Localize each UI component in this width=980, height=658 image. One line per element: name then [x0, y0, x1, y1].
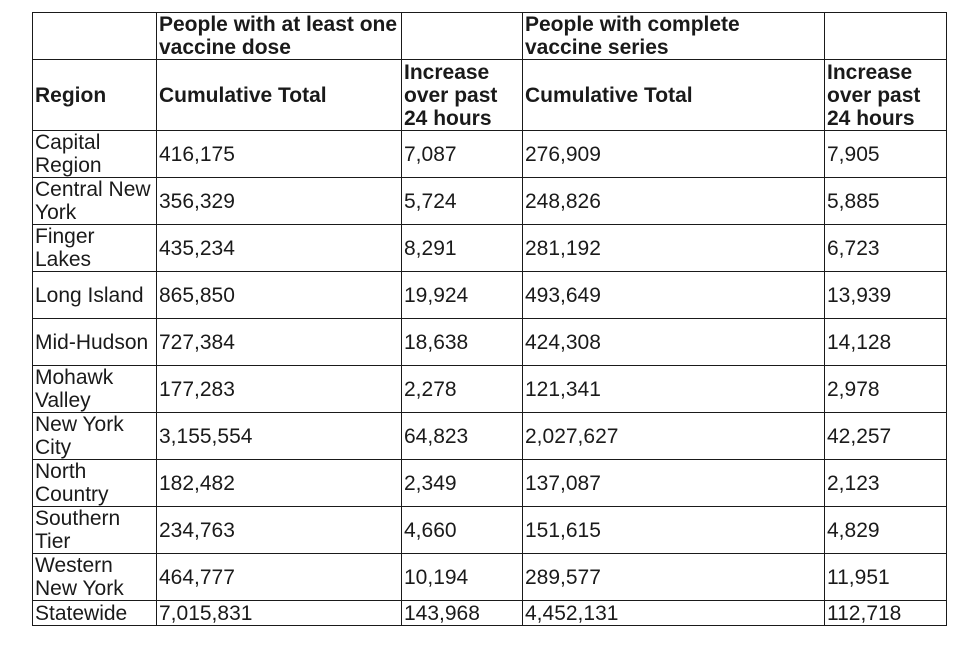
- table-row: [33, 507, 947, 554]
- increase-header-2: Increase over past 24 hours: [825, 60, 947, 131]
- cumulative-total-header-1: Cumulative Total: [157, 60, 402, 131]
- empty-header-cell: [33, 13, 157, 60]
- group-header-row: [33, 13, 947, 60]
- region-cell: New York City: [33, 413, 157, 460]
- table-row: [33, 460, 947, 507]
- region-cell: Statewide: [33, 601, 157, 626]
- cumulative-total-cell: 2,027,627: [523, 413, 825, 460]
- cumulative-total-cell: 435,234: [157, 225, 402, 272]
- region-cell: Southern Tier: [33, 507, 157, 554]
- cumulative-total-cell: 416,175: [157, 131, 402, 178]
- cumulative-total-cell: 182,482: [157, 460, 402, 507]
- increase-cell: 13,939: [825, 272, 947, 319]
- table-body: [33, 131, 947, 626]
- cumulative-total-cell: 177,283: [157, 366, 402, 413]
- region-cell: Finger Lakes: [33, 225, 157, 272]
- cumulative-total-cell: 121,341: [523, 366, 825, 413]
- region-cell: Mid-Hudson: [33, 319, 157, 366]
- table-row: [33, 272, 947, 319]
- increase-cell: 42,257: [825, 413, 947, 460]
- table-row: [33, 131, 947, 178]
- increase-cell: 8,291: [402, 225, 523, 272]
- cumulative-total-cell: 464,777: [157, 554, 402, 601]
- increase-cell: 5,885: [825, 178, 947, 225]
- increase-cell: 64,823: [402, 413, 523, 460]
- empty-header-cell: [402, 13, 523, 60]
- region-cell: Western New York: [33, 554, 157, 601]
- cumulative-total-cell: 727,384: [157, 319, 402, 366]
- column-header-row: [33, 60, 947, 131]
- empty-header-cell: [825, 13, 947, 60]
- increase-cell: 2,349: [402, 460, 523, 507]
- cumulative-total-cell: 248,826: [523, 178, 825, 225]
- vaccination-table: [32, 12, 947, 626]
- increase-cell: 4,660: [402, 507, 523, 554]
- cumulative-total-cell: 3,155,554: [157, 413, 402, 460]
- increase-cell: 10,194: [402, 554, 523, 601]
- region-cell: North Country: [33, 460, 157, 507]
- group-header-complete-series: People with complete vaccine series: [523, 13, 825, 60]
- cumulative-total-cell: 151,615: [523, 507, 825, 554]
- increase-header-1: Increase over past 24 hours: [402, 60, 523, 131]
- increase-cell: 6,723: [825, 225, 947, 272]
- increase-cell: 4,829: [825, 507, 947, 554]
- increase-cell: 2,978: [825, 366, 947, 413]
- table-row: [33, 225, 947, 272]
- group-header-one-dose: People with at least one vaccine dose: [157, 13, 402, 60]
- cumulative-total-cell: 7,015,831: [157, 601, 402, 626]
- statewide-total-row: [33, 601, 947, 626]
- cumulative-total-header-2: Cumulative Total: [523, 60, 825, 131]
- cumulative-total-cell: 493,649: [523, 272, 825, 319]
- table-row: [33, 413, 947, 460]
- increase-cell: 19,924: [402, 272, 523, 319]
- increase-cell: 11,951: [825, 554, 947, 601]
- increase-cell: 18,638: [402, 319, 523, 366]
- cumulative-total-cell: 276,909: [523, 131, 825, 178]
- region-cell: Capital Region: [33, 131, 157, 178]
- region-cell: Mohawk Valley: [33, 366, 157, 413]
- cumulative-total-cell: 289,577: [523, 554, 825, 601]
- region-cell: Long Island: [33, 272, 157, 319]
- cumulative-total-cell: 424,308: [523, 319, 825, 366]
- table-row: [33, 319, 947, 366]
- cumulative-total-cell: 137,087: [523, 460, 825, 507]
- cumulative-total-cell: 281,192: [523, 225, 825, 272]
- cumulative-total-cell: 865,850: [157, 272, 402, 319]
- increase-cell: 2,278: [402, 366, 523, 413]
- table-row: [33, 178, 947, 225]
- cumulative-total-cell: 356,329: [157, 178, 402, 225]
- increase-cell: 7,087: [402, 131, 523, 178]
- increase-cell: 112,718: [825, 601, 947, 626]
- table-row: [33, 554, 947, 601]
- table-row: [33, 366, 947, 413]
- increase-cell: 143,968: [402, 601, 523, 626]
- increase-cell: 14,128: [825, 319, 947, 366]
- increase-cell: 5,724: [402, 178, 523, 225]
- region-header: Region: [33, 60, 157, 131]
- region-cell: Central New York: [33, 178, 157, 225]
- increase-cell: 7,905: [825, 131, 947, 178]
- increase-cell: 2,123: [825, 460, 947, 507]
- cumulative-total-cell: 234,763: [157, 507, 402, 554]
- cumulative-total-cell: 4,452,131: [523, 601, 825, 626]
